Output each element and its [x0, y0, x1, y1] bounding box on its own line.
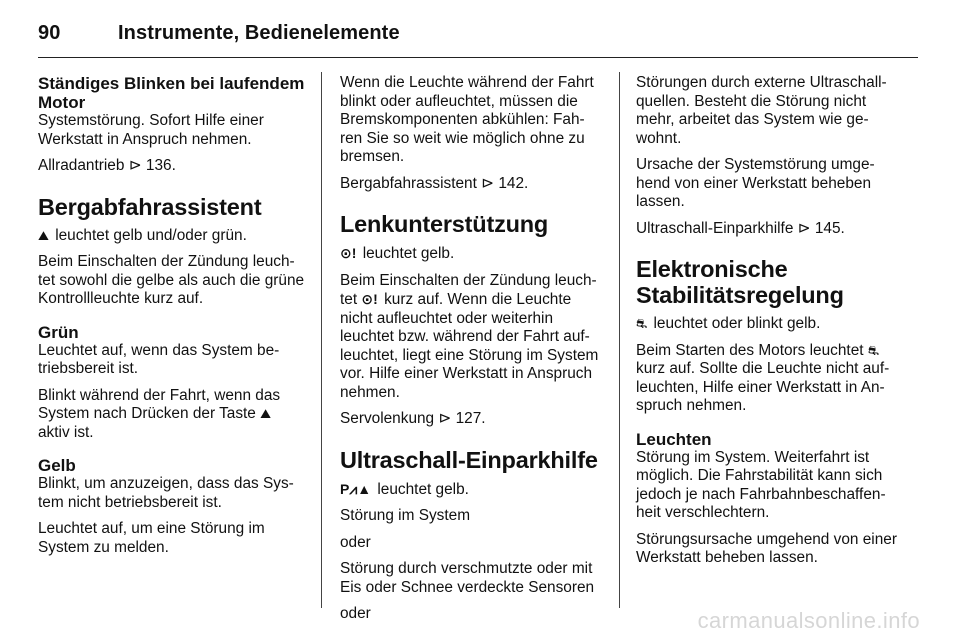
header-rule [38, 57, 918, 58]
page-ref[interactable]: 145. [814, 219, 845, 237]
steering-warning-icon: ⊙! [361, 291, 378, 307]
heading-elektronische-stabilitaetsregelung: Elektronische Stabilitätsregelung [636, 256, 844, 308]
heading-gelb: Gelb [38, 456, 76, 475]
text: leuchtet oder blinkt gelb. [653, 315, 821, 332]
heading-leuchten: Leuchten [636, 429, 712, 449]
column-2 [340, 74, 604, 632]
steering-warning-icon: ⊙! [340, 245, 357, 261]
paragraph [38, 387, 308, 443]
text: aktiv ist. [38, 423, 94, 441]
paragraph-bergab-ref [340, 175, 604, 194]
text: leuchtet gelb. [377, 480, 469, 498]
column-divider-2 [619, 72, 620, 608]
text: Allradantrieb [38, 157, 125, 174]
paragraph [340, 244, 604, 264]
paragraph: Störungsursache umgehend von einer Werkstatt beheben lassen. [636, 530, 897, 566]
paragraph: Störung im System. Weiterfahrt ist möglich. Die Fahrstabilität kann sich jedoch je nach Fahrbahnbeschaffen-heit verschlechtern. [636, 448, 886, 521]
paragraph [636, 315, 906, 334]
text: Beim Starten des Motors leuchtet [636, 341, 864, 359]
heading-lenkunterstuetzung: Lenkunterstützung [340, 211, 549, 237]
hill-descent-icon: ⛰ [38, 227, 49, 243]
column-3 [636, 74, 906, 576]
skidding-car-icon: ⛐ [636, 316, 648, 331]
paragraph: Leuchtet auf, wenn das System be-triebsbereit ist. [38, 341, 280, 377]
column-1 [38, 74, 308, 565]
paragraph: Blinkt, um anzuzeigen, dass das Sys-tem nicht betriebsbereit ist. [38, 475, 294, 511]
text: leuchtet gelb. [362, 245, 455, 262]
paragraph-servo-ref [340, 410, 604, 429]
paragraph: Systemstörung. Sofort Hilfe einer Werkstatt in Anspruch nehmen. [38, 112, 264, 148]
text: kurz auf. Sollte die Leuchte nicht auf-leuchten, Hilfe einer Werkstatt in An-spruch nehmen. [636, 360, 890, 414]
paragraph [636, 342, 906, 416]
text: Servolenkung [340, 410, 435, 427]
parking-sensor-icon: P⩘▲ [340, 480, 372, 497]
paragraph-ultra-ref [636, 220, 906, 239]
paragraph: Beim Einschalten der Zündung leuch-tet sowohl die gelbe als auch die grüne Kontrollleuchte kurz auf. [38, 253, 305, 307]
text: Beim Einschalten der Zündung leuch-tet [340, 271, 597, 308]
page-ref[interactable]: 136. [145, 157, 176, 174]
paragraph: Leuchtet auf, um eine Störung im System zu melden. [38, 520, 265, 556]
heading-staendiges-blinken: Ständiges Blinken bei laufendem Motor [38, 74, 305, 112]
text: leuchtet gelb und/oder grün. [55, 226, 247, 244]
paragraph: Störungen durch externe Ultraschall-quellen. Besteht die Störung nicht mehr, arbeitet das System wie ge-wohnt. [636, 74, 887, 147]
text: Bergabfahrassistent [340, 174, 477, 192]
paragraph-allrad [38, 157, 308, 176]
page-ref[interactable]: 127. [455, 410, 486, 427]
paragraph: oder [340, 605, 371, 622]
heading-bergabfahrassistent: Bergabfahrassistent [38, 193, 262, 220]
paragraph [340, 480, 604, 500]
page-title: Instrumente, Bedienelemente [118, 21, 400, 44]
text: Ultraschall-Einparkhilfe [636, 219, 794, 237]
paragraph [340, 272, 604, 403]
heading-gruen: Grün [38, 322, 79, 342]
text: kurz auf. Wenn die Leuchte nicht aufleuchtet oder weiterhin leuchtet bzw. während der Fahrt auf-leuchtet, liegt eine Störung im System vor. Hilfe einer Werkstatt in Anspruch nehmen. [340, 291, 599, 401]
watermark-url: carmanualsonline.info [697, 608, 920, 633]
page-ref-arrow-icon: ⊳ [481, 174, 495, 192]
text: Blinkt während der Fahrt, wenn das System nach Drücken der Taste [38, 386, 281, 422]
page-header [38, 14, 918, 52]
column-divider-1 [321, 72, 322, 608]
paragraph [38, 227, 308, 246]
page-ref-arrow-icon: ⊳ [438, 410, 452, 427]
page-ref-arrow-icon: ⊳ [128, 157, 142, 174]
heading-ultraschall-einparkhilfe: Ultraschall-Einparkhilfe [340, 446, 598, 473]
paragraph: Störung im System [340, 507, 471, 524]
paragraph: Wenn die Leuchte während der Fahrt blinkt oder aufleuchtet, müssen die Bremskomponenten abkühlen: Fah-ren Sie so weit wie möglich ohne zu bremsen. [340, 74, 594, 165]
page-ref-arrow-icon: ⊳ [797, 219, 811, 237]
paragraph: Störung durch verschmutzte oder mit Eis oder Schnee verdeckte Sensoren [340, 560, 595, 596]
paragraph: Ursache der Systemstörung umge-hend von einer Werkstatt beheben lassen. [636, 156, 875, 210]
page-number: 90 [38, 21, 61, 44]
hill-descent-icon: ⛰ [260, 406, 272, 421]
page-ref[interactable]: 142. [498, 174, 529, 192]
paragraph: oder [340, 533, 371, 551]
skidding-car-icon: ⛐ [867, 342, 880, 358]
